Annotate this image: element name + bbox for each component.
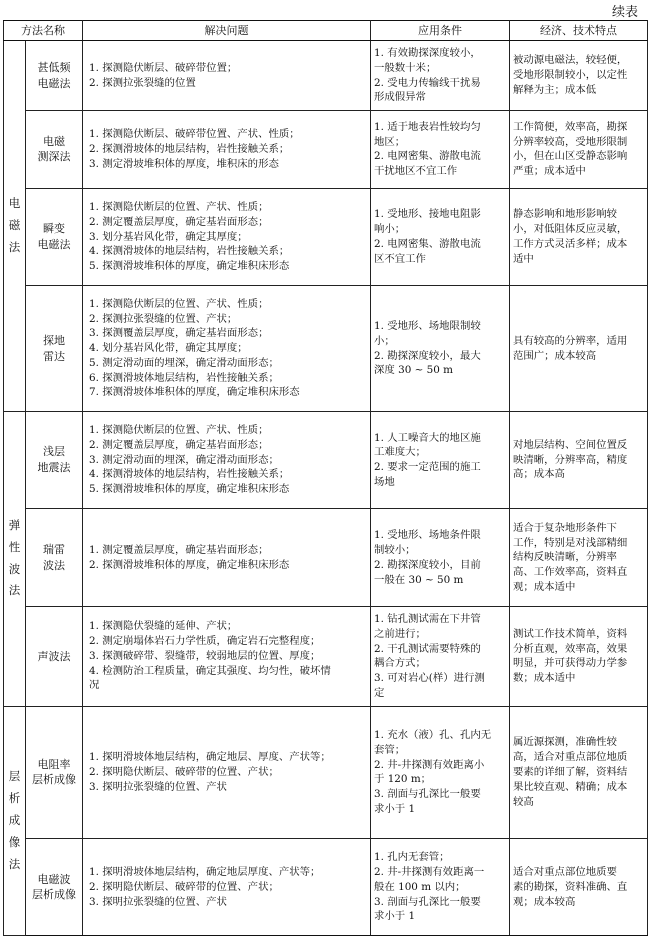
- problem-line: 4. 划分基岩风化带，确定其厚度；: [89, 342, 248, 355]
- table-row: [4, 111, 648, 189]
- feature-line: 工作，特别是对浅部精细: [513, 536, 628, 549]
- problem-line: 1. 探明滑坡体地层结构，确定地层、厚度、产状等；: [89, 751, 331, 764]
- table-row: [4, 607, 648, 706]
- category-char: 析: [8, 790, 21, 805]
- method-name-line: 浅层: [43, 445, 65, 459]
- problem-line: 1. 探测隐伏断层的位置、产状、性质；: [89, 297, 269, 310]
- condition-line: 地区；: [374, 135, 406, 148]
- condition-line: 3. 可对岩心(样）进行测: [374, 672, 485, 685]
- problem-line: 2. 探测滑坡体的地层结构，岩性接触关系；: [89, 142, 290, 155]
- category-char: 磁: [8, 217, 21, 232]
- feature-line: 分析直观，效率高，效果: [513, 642, 628, 655]
- condition-line: 耦合方式；: [374, 657, 426, 670]
- method-name-line: 波法: [43, 558, 65, 572]
- method-name-line: 探地: [43, 333, 65, 347]
- method-name-cell: [26, 839, 83, 936]
- category-char: 像: [8, 834, 21, 849]
- table-row: [4, 286, 648, 411]
- problems-cell: [83, 607, 371, 706]
- condition-line: 1. 孔内无套管；: [374, 851, 450, 864]
- feature-line: 观；成本适中: [513, 580, 576, 593]
- problem-line: 1. 探测隐伏断层的位置、产状、性质；: [89, 201, 269, 214]
- header-features: 经济、技术特点: [510, 21, 648, 41]
- methods-table: [3, 20, 648, 936]
- feature-line: 对地层结构、空间位置反: [513, 438, 628, 451]
- method-name-line: 层析成像: [32, 888, 76, 902]
- problem-line: 2. 探测拉张裂缝的位置: [89, 76, 196, 89]
- problem-line: 2. 测定崩塌体岩石力学性质，确定岩石完整程度；: [89, 635, 321, 648]
- problem-line: 1. 探明滑坡体地层结构，确定地层厚度、产状等；: [89, 865, 321, 878]
- problem-line: 5. 探测滑坡堆积体的厚度，确定堆积床形态: [89, 483, 290, 496]
- continued-label: 续表: [611, 5, 638, 20]
- condition-line: 1. 钻孔测试需在下井管: [374, 613, 481, 626]
- problem-line: 7. 探测滑坡体堆积体的厚度，确定堆积床形态: [89, 386, 300, 399]
- problem-line: 2. 测定覆盖层厚度，确定基岩面形态；: [89, 215, 269, 228]
- problem-line: 1. 探测隐伏断层、破碎带位置、产状、性质；: [89, 128, 300, 141]
- category-char: 弹: [8, 517, 21, 532]
- category-cell: [4, 41, 26, 412]
- feature-line: 测试工作技术简单，资料: [513, 627, 628, 640]
- problem-line: 2. 测定覆盖层厚度，确定基岩面形态；: [89, 438, 269, 451]
- feature-line: 数；成本适中: [513, 672, 576, 685]
- method-name-cell: [26, 41, 83, 111]
- problem-line: 1. 探测隐伏裂缝的延伸、产状；: [89, 620, 238, 633]
- problem-line: 3. 测定滑动面的埋深，确定滑动面形态；: [89, 453, 279, 466]
- condition-line: 2. 要求一定范围的施工: [374, 461, 481, 474]
- condition-line: 小；: [374, 334, 395, 347]
- problem-line: 2. 探明隐伏断层、破碎带的位置、产状；: [89, 880, 279, 893]
- feature-line: 适合于复杂地形条件下: [513, 521, 617, 534]
- conditions-cell: [371, 509, 510, 607]
- table-row: [4, 188, 648, 286]
- condition-line: 2. 受电力传输线干扰易: [374, 76, 481, 89]
- method-name-line: 电阻率: [37, 757, 71, 771]
- feature-line: 工作方式灵活多样；成本: [513, 237, 628, 250]
- condition-line: 2. 勘探深度较小，最大: [374, 349, 481, 362]
- method-name-line: 地震法: [37, 461, 71, 475]
- table-row: [4, 41, 648, 111]
- problems-cell: [83, 706, 371, 839]
- condition-line: 于 120 m；: [374, 773, 432, 786]
- feature-line: 结构反映清晰，分辨率: [513, 551, 617, 564]
- condition-line: 一般数十米；: [374, 61, 437, 74]
- feature-line: 适中: [513, 252, 534, 265]
- problem-line: 3. 探明拉张裂缝的位置、产状: [89, 780, 227, 793]
- feature-line: 受地形限制较小，以定性: [513, 69, 628, 82]
- condition-line: 求小于 1: [374, 910, 416, 923]
- condition-line: 区不宜工作: [374, 252, 426, 265]
- table-body: [4, 41, 648, 936]
- problem-line: 2. 探测拉张裂缝的位置、产状；: [89, 312, 238, 325]
- condition-line: 1. 人工噪音大的地区施: [374, 431, 481, 444]
- feature-line: 较高: [513, 795, 534, 808]
- feature-line: 高；成本高: [513, 468, 565, 481]
- condition-line: 2. 勘探深度较小，目前: [374, 558, 481, 571]
- feature-line: 具有较高的分辨率，适用: [513, 334, 628, 347]
- category-char: 法: [8, 583, 21, 598]
- feature-line: 分辨率较高，受地形限制: [513, 135, 628, 148]
- feature-line: 被动源电磁法，较轻便，: [513, 54, 628, 67]
- method-name-line: 声波法: [37, 649, 71, 663]
- problems-cell: [83, 286, 371, 411]
- category-char: 波: [8, 561, 21, 576]
- condition-line: 1. 充水（液）孔、孔内无: [374, 729, 492, 742]
- problem-line: 3. 探测破碎带、裂缝带，较弱地层的位置、厚度；: [89, 649, 321, 662]
- method-name-line: 测深法: [37, 150, 71, 164]
- method-name-line: 层析成像: [32, 773, 76, 787]
- problem-line: 5. 探测滑坡堆积体的厚度，确定堆积床形态: [89, 260, 290, 273]
- table-row: [4, 411, 648, 509]
- problem-line: 1. 测定覆盖层厚度，确定基岩面形态；: [89, 543, 269, 556]
- header-conditions: 应用条件: [371, 21, 510, 41]
- category-char: 性: [8, 539, 21, 554]
- conditions-cell: [371, 706, 510, 839]
- condition-line: 深度 30 ~ 50 m: [374, 364, 453, 377]
- header-problems: 解决问题: [83, 21, 371, 41]
- problem-line: 3. 测定滑坡堆积体的厚度，堆积床的形态: [89, 157, 279, 170]
- method-name-line: 瑞雷: [43, 543, 65, 557]
- condition-line: 工难度大；: [374, 446, 426, 459]
- feature-line: 小，但在山区受静态影响: [513, 150, 628, 163]
- problem-line: 1. 探测隐伏断层、破碎带位置；: [89, 61, 238, 74]
- condition-line: 一般在 30 ~ 50 m: [374, 573, 464, 586]
- feature-line: 高，适合对重点部位地质: [513, 751, 628, 764]
- table-row: [4, 839, 648, 936]
- feature-line: 映清晰，分辨率高，精度: [513, 453, 628, 466]
- feature-line: 素的勘探，资料准确、直: [513, 880, 628, 893]
- category-char: 法: [8, 239, 21, 254]
- conditions-cell: [371, 111, 510, 189]
- problem-line: 4. 检测防治工程质量，确定其强度、均匀性，破坏情: [89, 664, 331, 677]
- method-name-cell: [26, 411, 83, 509]
- problem-line: 况: [89, 679, 100, 692]
- conditions-cell: [371, 607, 510, 706]
- feature-line: 适合对重点部位地质要: [513, 865, 617, 878]
- problem-line: 4. 探测滑坡体的地层结构，岩性接触关系；: [89, 468, 290, 481]
- conditions-cell: [371, 411, 510, 509]
- features-cell: [510, 41, 648, 111]
- method-name-line: 电磁: [43, 134, 65, 148]
- feature-line: 静态影响和地形影响较: [513, 208, 617, 221]
- header-method-name: 方法名称: [4, 21, 83, 41]
- feature-line: 明显，并可获得动力学参: [513, 657, 628, 670]
- feature-line: 解释为主；成本低: [513, 83, 597, 96]
- condition-line: 1. 受地形、场地条件限: [374, 529, 481, 542]
- problems-cell: [83, 509, 371, 607]
- category-char: 层: [8, 769, 21, 784]
- features-cell: [510, 188, 648, 286]
- problems-cell: [83, 411, 371, 509]
- feature-line: 严重；成本适中: [513, 165, 586, 178]
- feature-line: 工作简便，效率高，勘探: [513, 120, 628, 133]
- features-cell: [510, 411, 648, 509]
- condition-line: 2. 电网密集、游散电流: [374, 150, 481, 163]
- condition-line: 2. 电网密集、游散电流: [374, 237, 481, 250]
- conditions-cell: [371, 41, 510, 111]
- category-cell: [4, 706, 26, 935]
- condition-line: 制较小；: [374, 543, 416, 556]
- condition-line: 求小于 1: [374, 802, 416, 815]
- problem-line: 6. 探测滑坡体地层结构，岩性接触关系；: [89, 371, 279, 384]
- condition-line: 般在 100 m 以内；: [374, 880, 466, 893]
- method-name-line: 电磁法: [37, 76, 71, 90]
- condition-line: 2. 井-井探测有效距离一: [374, 865, 485, 878]
- problem-line: 3. 探测覆盖层厚度，确定基岩面形态；: [89, 327, 269, 340]
- problem-line: 5. 测定滑动面的埋深，确定滑动面形态；: [89, 356, 279, 369]
- condition-line: 干扰地区不宜工作: [374, 165, 458, 178]
- method-name-cell: [26, 509, 83, 607]
- condition-line: 3. 剖面与孔深比一般要: [374, 895, 481, 908]
- feature-line: 小，对低阻体反应灵敏，: [513, 223, 628, 236]
- method-name-line: 雷达: [43, 349, 65, 363]
- table-row: [4, 706, 648, 839]
- condition-line: 1. 有效勘探深度较小，: [374, 47, 481, 60]
- header-row: [4, 21, 648, 41]
- condition-line: 1. 适于地表岩性较均匀: [374, 120, 481, 133]
- condition-line: 响小；: [374, 223, 406, 236]
- conditions-cell: [371, 839, 510, 936]
- problems-cell: [83, 41, 371, 111]
- method-name-line: 甚低频: [37, 60, 71, 74]
- features-cell: [510, 509, 648, 607]
- feature-line: 高、工作效率高，资料直: [513, 566, 628, 579]
- method-name-cell: [26, 188, 83, 286]
- method-name-cell: [26, 286, 83, 411]
- condition-line: 形成假异常: [374, 91, 426, 104]
- method-name-line: 电磁法: [37, 237, 71, 251]
- table-row: [4, 509, 648, 607]
- problems-cell: [83, 839, 371, 936]
- method-name-line: 瞬变: [43, 222, 65, 236]
- problem-line: 3. 划分基岩风化带，确定其厚度；: [89, 230, 248, 243]
- problem-line: 2. 探测滑坡堆积体的厚度，确定堆积床形态: [89, 558, 290, 571]
- features-cell: [510, 607, 648, 706]
- category-char: 成: [8, 812, 21, 827]
- feature-line: 观；成本较高: [513, 895, 576, 908]
- condition-line: 1. 受地形、场地限制较: [374, 319, 481, 332]
- feature-line: 果比较直观、精确；成本: [513, 780, 628, 793]
- problem-line: 1. 探测隐伏断层的位置、产状、性质；: [89, 424, 269, 437]
- features-cell: [510, 111, 648, 189]
- condition-line: 套管；: [374, 743, 406, 756]
- problems-cell: [83, 188, 371, 286]
- condition-line: 3. 剖面与孔深比一般要: [374, 788, 481, 801]
- condition-line: 1. 受地形、接地电阻影: [374, 208, 481, 221]
- category-cell: [4, 411, 26, 706]
- features-cell: [510, 286, 648, 411]
- category-char: 法: [8, 856, 21, 871]
- conditions-cell: [371, 286, 510, 411]
- category-char: 电: [8, 196, 21, 211]
- condition-line: 2. 干孔测试需要特殊的: [374, 642, 481, 655]
- problem-line: 4. 探测滑坡体的地层结构，岩性接触关系；: [89, 245, 290, 258]
- feature-line: 要素的详细了解，资料结: [513, 766, 628, 779]
- feature-line: 属近源探测，准确性较: [513, 736, 617, 749]
- condition-line: 2. 井-井探测有效距离小: [374, 758, 485, 771]
- method-name-cell: [26, 111, 83, 189]
- problems-cell: [83, 111, 371, 189]
- method-name-cell: [26, 607, 83, 706]
- feature-line: 范围广；成本较高: [513, 349, 597, 362]
- problem-line: 2. 探明隐伏断层、破碎带的位置、产状；: [89, 766, 279, 779]
- features-cell: [510, 706, 648, 839]
- condition-line: 之前进行；: [374, 627, 426, 640]
- method-name-cell: [26, 706, 83, 839]
- conditions-cell: [371, 188, 510, 286]
- condition-line: 定: [374, 686, 385, 699]
- features-cell: [510, 839, 648, 936]
- method-name-line: 电磁波: [37, 872, 71, 886]
- problem-line: 3. 探明拉张裂缝的位置、产状: [89, 895, 227, 908]
- condition-line: 场地: [374, 475, 395, 488]
